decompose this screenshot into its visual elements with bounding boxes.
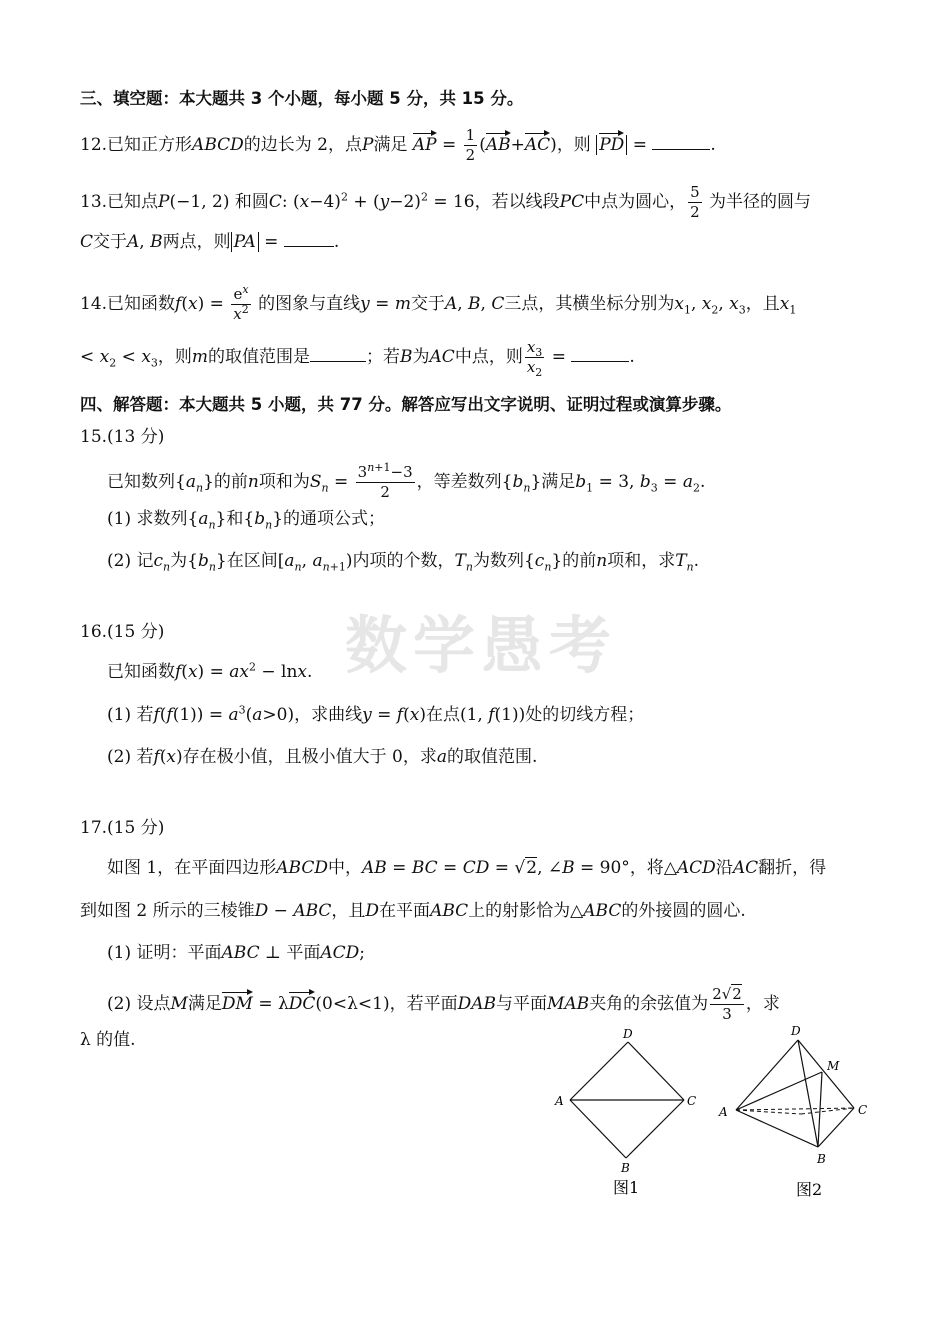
fig1-edge-BA xyxy=(570,1100,626,1158)
q12-vector-formula: AP = $\frac{1}{2}$ (AB+AC) xyxy=(412,126,557,164)
fig1-label-A: A xyxy=(555,1094,564,1108)
fig2-segment-AM xyxy=(736,1072,822,1110)
fig2-caption: 图2 xyxy=(796,1180,823,1199)
figure-1 xyxy=(545,1022,715,1202)
q16-number: 16.(15 分) xyxy=(80,622,165,642)
fig2-edge-DB xyxy=(798,1040,818,1147)
question-14: 14.已知函数f(x) = $\frac{e^x}{x^2}$ 的图象与直线y = m交于A, B, C三点，其横坐标分别为$x_1$, $x_2$, $x_3$，且$x_1$ xyxy=(80,283,797,323)
q17-part1: (1) 证明：平面ABC ⊥ 平面ACD; xyxy=(107,943,366,963)
q16-stem: 已知函数$f(x) = ax^2 - \ln x$. xyxy=(107,660,313,682)
q12-abs-pd: PD xyxy=(596,135,627,155)
section3-header: 三、填空题：本大题共 3 个小题，每小题 5 分，共 15 分。 xyxy=(80,89,524,108)
q17-stem-line1: 如图 1，在平面四边形ABCD中，AB = BC = CD = √2, ∠B = 90°，将△ACD沿AC翻折，得 xyxy=(107,858,827,878)
watermark: 数学愚考 xyxy=(345,609,618,682)
fig2-edge-CB xyxy=(818,1108,854,1147)
q15-part2: (2) 记$c_n$为$\{b_n\}$在区间[$a_n$, $a_{n+1}$)内项的个数，$T_n$为数列$\{c_n\}$的前n项和，求$T_n$. xyxy=(107,551,700,574)
answer-blank[interactable] xyxy=(310,345,366,362)
fig2-edge-AD xyxy=(736,1040,798,1110)
q17-stem-line2: 到如图 2 所示的三棱锥D − ABC，且D在平面ABC上的射影恰为△ABC的外接圆的圆心. xyxy=(80,901,746,921)
fig1-edge-DC xyxy=(628,1042,684,1100)
fig2-label-C: C xyxy=(858,1103,868,1117)
fig1-label-C: C xyxy=(687,1094,697,1108)
fig2-label-M: M xyxy=(827,1059,840,1073)
question-13: 13.已知点P(−1, 2) 和圆C: $(x-4)^2 + (y-2)^2 = 16$，若以线段PC中点为圆心， $\frac{5}{2}$ 为半径的圆与 xyxy=(80,183,812,221)
fig1-caption: 图1 xyxy=(613,1178,640,1197)
fig1-edge-AD xyxy=(570,1042,628,1100)
fig2-hidden-segment xyxy=(736,1110,801,1114)
q15-stem: 已知数列$\{a_n\}$的前n项和为$S_n$ = $\frac{3^{n+1}-3}{2}$ ，等差数列$\{b_n\}$满足$b_1 = 3$, $b_3 = a_2$. xyxy=(107,461,706,501)
answer-blank[interactable] xyxy=(284,230,334,247)
fig1-edge-CB xyxy=(626,1100,684,1158)
q15-part1: (1) 求数列$\{a_n\}$和$\{b_n\}$的通项公式； xyxy=(107,509,386,532)
fig2-segment-MB xyxy=(818,1072,822,1147)
fig2-label-D: D xyxy=(791,1024,801,1038)
fig2-edge-DC xyxy=(798,1040,854,1108)
q15-number: 15.(13 分) xyxy=(80,427,165,447)
fig2-label-A: A xyxy=(719,1105,728,1119)
answer-blank[interactable] xyxy=(652,133,710,150)
q12-number: 12. xyxy=(80,135,108,155)
section4-header: 四、解答题：本大题共 5 小题，共 77 分。解答应写出文字说明、证明过程或演算步骤。 xyxy=(80,395,732,414)
q16-part2: (2) 若f(x)存在极小值，且极小值大于 0，求a的取值范围. xyxy=(107,747,538,767)
q17-last-line: λ 的值. xyxy=(80,1030,136,1050)
q16-part1: (1) 若$f(f(1)) = a^3(a>0)$，求曲线y = f(x)在点(1, f(1))处的切线方程； xyxy=(107,703,645,725)
fig1-label-D: D xyxy=(623,1027,633,1041)
question-12: 12.已知正方形ABCD的边长为 2，点P满足 AP = $\frac{1}{2}$ (AB+AC)，则 PD = . xyxy=(80,126,716,164)
fig2-edge-BA xyxy=(736,1110,818,1147)
fig2-label-B: B xyxy=(817,1152,826,1166)
figure-2 xyxy=(712,1018,882,1204)
fig1-label-B: B xyxy=(621,1161,630,1175)
question-13-line2: C交于A, B两点，则 PA = . xyxy=(80,232,340,252)
answer-blank[interactable] xyxy=(571,345,629,362)
question-14-line2: < $x_2 < x_3$，则m的取值范围是 ；若B为AC中点，则 $\frac{x_3}{x_2}$ = . xyxy=(80,338,635,379)
q17-number: 17.(15 分) xyxy=(80,818,165,838)
q17-part2: (2) 设点M满足DM = λDC(0<λ<1)，若平面DAB与平面MAB夹角的余弦值为 $\frac{2√2}{3}$ ，求 xyxy=(107,985,780,1023)
